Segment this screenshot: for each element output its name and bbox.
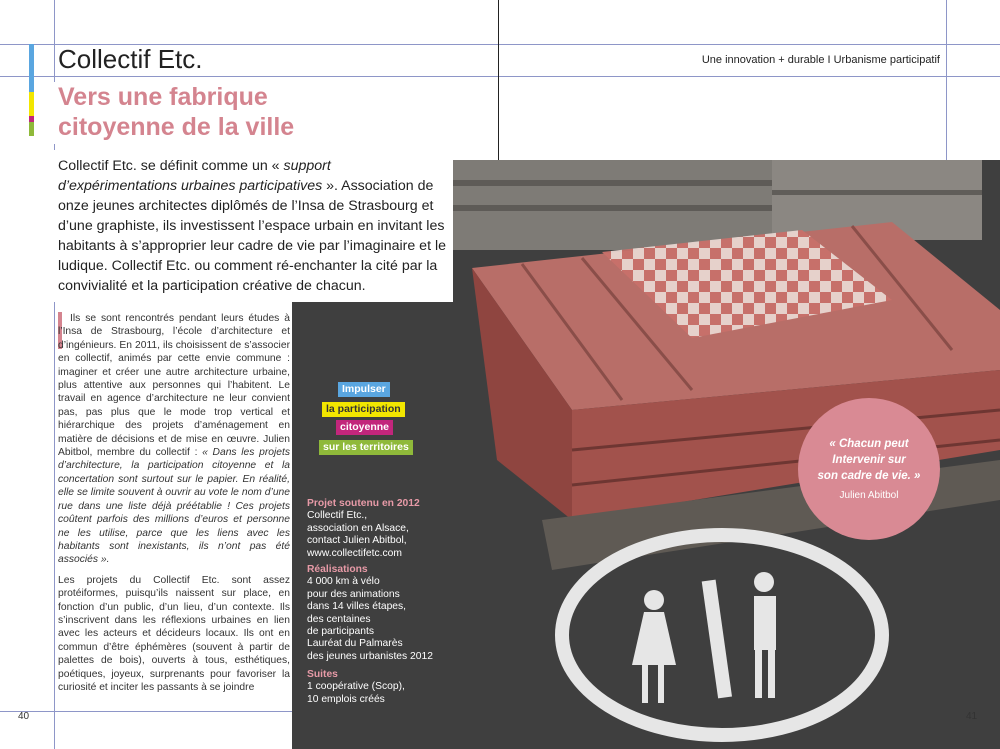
title-line-1: Vers une fabrique [58, 83, 268, 111]
pull-quote-line-3: son cadre de vie. » [817, 470, 921, 482]
pull-quote-line-2: Intervenir sur [832, 454, 906, 466]
page-spine [498, 0, 499, 160]
intro-emphasis: support d’expérimentations urbaines participatives [58, 158, 331, 194]
body-paragraph-1 [58, 312, 290, 567]
page-number-right: 41 [966, 711, 978, 722]
intro-text-a: Collectif Etc. se définit comme un « [58, 158, 284, 174]
pull-quote [798, 398, 940, 540]
sidebar-realisations-line: pour des animations [307, 588, 400, 600]
sidebar-realisations-line: Lauréat du Palmarès [307, 638, 403, 650]
body-paragraph-2: Les projets du Collectif Etc. sont assez protéiformes, puisqu’ils naissent sur place, en fonction d’un public, d’un lieu, d’un contexte. Ils s’inscrivent dans les réflexions urbaines en lien avec les acteurs et décideurs locaux. Ils ont en commun d’être éphémères (souvent à partir de palettes de bois), ouverts à tous, esthétiques, poétiques, joyeux, surprenants pour favoriser la curiosité et inciter les passants à se joindre [58, 574, 290, 693]
section-title: Collectif Etc. [58, 44, 203, 74]
guide-header [0, 76, 1000, 77]
article-title [58, 82, 358, 142]
sidebar-suites [307, 669, 405, 706]
accent-bar-green [29, 122, 34, 136]
accent-bar-yellow [29, 92, 34, 116]
sidebar-projet-line: www.collectifetc.com [307, 547, 402, 559]
pull-quote-line-1: « Chacun peut [829, 438, 909, 450]
sidebar-realisations-line: dans 14 villes étapes, [307, 601, 407, 613]
body-quote: « Dans les projets d’architecture, la participation citoyenne et la concertation sont surtout sur le papier. En réalité, elle se limite souvent à ouvrir au vote le nom d’une rue dans une liste déjà préétablie ! Ces projets coûtent parfois des millions d’euros et personne ne les utilise, parce que les liens avec les habitants sont inexistants, ils n’ont pas été associés ». [58, 447, 290, 566]
tag-participation: la participation [322, 402, 405, 417]
sidebar-suites-head: Suites [307, 669, 338, 680]
page-number-left: 40 [18, 711, 30, 722]
sidebar-projet-line: contact Julien Abitbol, [307, 535, 407, 547]
intro-paragraph [58, 156, 453, 296]
tag-citoyenne: citoyenne [336, 420, 393, 435]
sidebar-realisations [307, 564, 433, 663]
body-column [58, 312, 290, 701]
sidebar-realisations-head: Réalisations [307, 564, 368, 575]
pull-quote-author: Julien Abitbol [839, 490, 899, 501]
accent-bar-blue [29, 44, 34, 92]
title-line-2: citoyenne de la ville [58, 113, 295, 141]
running-title: Une innovation + durable I Urbanisme participatif [701, 54, 940, 66]
sidebar-realisations-line: des jeunes urbanistes 2012 [307, 650, 433, 662]
sidebar-projet-head: Projet soutenu en 2012 [307, 498, 420, 509]
sidebar-projet [307, 498, 420, 560]
sidebar-projet-line: association en Alsace, [307, 522, 409, 534]
tag-impulser: Impulser [338, 382, 390, 397]
intro-text-b: ». Association de onze jeunes architectes diplômés de l’Insa de Strasbourg et d’une graphiste, ils investissent l’espace urbain en invitant les habitants à s’approprier leur cadre de vie par l’imaginaire et le ludique. Collectif Etc. ou comment ré-enchanter la cité par la convivialité et la participation créative de chacun. [58, 178, 447, 294]
body-paragraph-1-text: Ils se sont rencontrés pendant leurs études à l’Insa de Strasbourg, l’école d’architecture et d’ingénieurs. En 2011, ils choisissent de s’associer en collectif, animés par cette envie commune : imaginer et créer une autre architecture urbaine, plus attentive aux personnes qui l’habitent. Le travail en agence d’architecture ne leur convient pas, pas plus que le mode trop vertical et hiérarchique des projets d’aménagement en matière de décisions et de mise en œuvre. Julien Abitbol, membre du collectif : [58, 313, 290, 459]
sidebar-realisations-line: de participants [307, 626, 374, 638]
tag-territoires: sur les territoires [319, 440, 413, 455]
sidebar-projet-line: Collectif Etc., [307, 510, 368, 522]
sidebar-realisations-line: 4 000 km à vélo [307, 576, 380, 588]
sidebar-suites-line: 1 coopérative (Scop), [307, 681, 405, 693]
sidebar-realisations-line: des centaines [307, 613, 371, 625]
sidebar-suites-line: 10 emplois créés [307, 693, 385, 705]
